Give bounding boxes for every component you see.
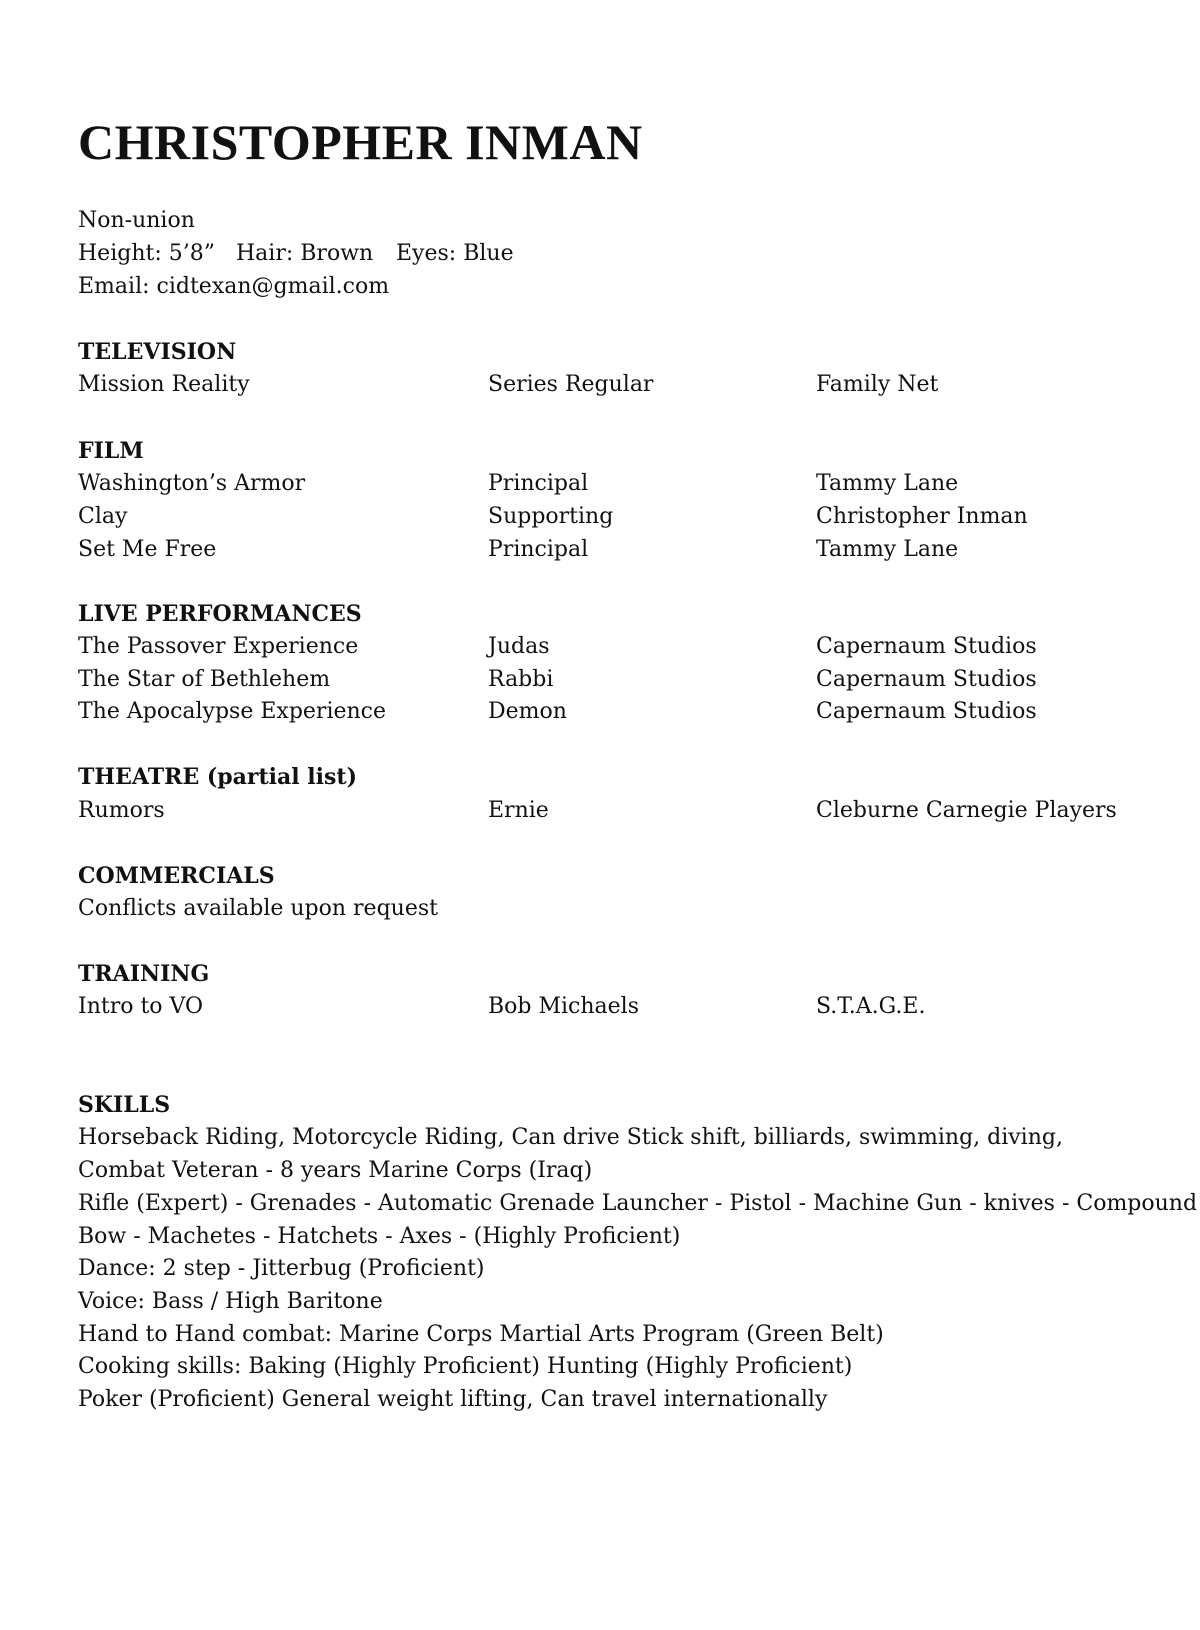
skill-line: Voice: Bass / High Baritone <box>78 1289 383 1314</box>
section-heading-film: FILM <box>78 438 144 464</box>
credit-role: Supporting <box>488 504 614 529</box>
physical-stats <box>78 239 514 269</box>
credit-row <box>78 665 1158 699</box>
credit-row <box>78 469 1158 503</box>
skill-line: Dance: 2 step - Jitterbug (Proficient) <box>78 1256 485 1281</box>
credit-row <box>78 796 1158 830</box>
section-heading-commercials: COMMERCIALS <box>78 863 275 889</box>
credit-role: Rabbi <box>488 667 554 692</box>
training-school: S.T.A.G.E. <box>816 994 926 1019</box>
credit-title: Rumors <box>78 798 165 823</box>
credit-role: Principal <box>488 471 589 496</box>
eyes-stat: Eyes: Blue <box>396 241 514 266</box>
email-line: Email: cidtexan@gmail.com <box>78 274 390 299</box>
credit-company: Cleburne Carnegie Players <box>816 798 1117 823</box>
section-heading-live-performances: LIVE PERFORMANCES <box>78 601 362 627</box>
credit-company: Capernaum Studios <box>816 699 1037 724</box>
credit-row <box>78 697 1158 731</box>
credit-role: Demon <box>488 699 567 724</box>
credit-role: Ernie <box>488 798 549 823</box>
section-heading-training: TRAINING <box>78 961 210 987</box>
skill-line: Horseback Riding, Motorcycle Riding, Can drive Stick shift, billiards, swimming, diving, <box>78 1125 1063 1150</box>
credit-row <box>78 535 1158 569</box>
credit-company: Family Net <box>816 372 939 397</box>
resume-name: CHRISTOPHER INMAN <box>78 114 643 170</box>
credit-title: Mission Reality <box>78 372 250 397</box>
credit-company: Tammy Lane <box>816 537 959 562</box>
credit-title: The Passover Experience <box>78 634 359 659</box>
credit-title: Set Me Free <box>78 537 217 562</box>
skill-line: Cooking skills: Baking (Highly Proficient) Hunting (Highly Proficient) <box>78 1354 853 1379</box>
credit-row <box>78 632 1158 666</box>
hair-stat: Hair: Brown <box>236 241 374 266</box>
credit-role: Principal <box>488 537 589 562</box>
skill-line: Hand to Hand combat: Marine Corps Martial Arts Program (Green Belt) <box>78 1322 884 1347</box>
skill-line: Bow - Machetes - Hatchets - Axes - (Highly Proficient) <box>78 1224 681 1249</box>
commercials-note: Conflicts available upon request <box>78 896 438 921</box>
training-row <box>78 992 1158 1026</box>
credit-company: Capernaum Studios <box>816 634 1037 659</box>
skill-line: Combat Veteran - 8 years Marine Corps (Iraq) <box>78 1158 593 1183</box>
training-instructor: Bob Michaels <box>488 994 640 1019</box>
union-status: Non-union <box>78 208 195 233</box>
credit-title: The Star of Bethlehem <box>78 667 331 692</box>
credit-role: Judas <box>488 634 550 659</box>
credit-company: Capernaum Studios <box>816 667 1037 692</box>
height-stat: Height: 5’8” <box>78 241 215 266</box>
credit-company: Christopher Inman <box>816 504 1028 529</box>
credit-row <box>78 370 1158 404</box>
credit-title: The Apocalypse Experience <box>78 699 387 724</box>
credit-title: Clay <box>78 504 128 529</box>
credit-title: Washington’s Armor <box>78 471 306 496</box>
credit-role: Series Regular <box>488 372 654 397</box>
credit-company: Tammy Lane <box>816 471 959 496</box>
skill-line: Poker (Proficient) General weight lifting, Can travel internationally <box>78 1387 828 1412</box>
skill-line: Rifle (Expert) - Grenades - Automatic Grenade Launcher - Pistol - Machine Gun - knives - Compound <box>78 1191 1198 1216</box>
credit-row <box>78 502 1158 536</box>
section-heading-theatre: THEATRE (partial list) <box>78 764 357 790</box>
training-course: Intro to VO <box>78 994 204 1019</box>
section-heading-television: TELEVISION <box>78 339 237 365</box>
section-heading-skills: SKILLS <box>78 1092 171 1118</box>
